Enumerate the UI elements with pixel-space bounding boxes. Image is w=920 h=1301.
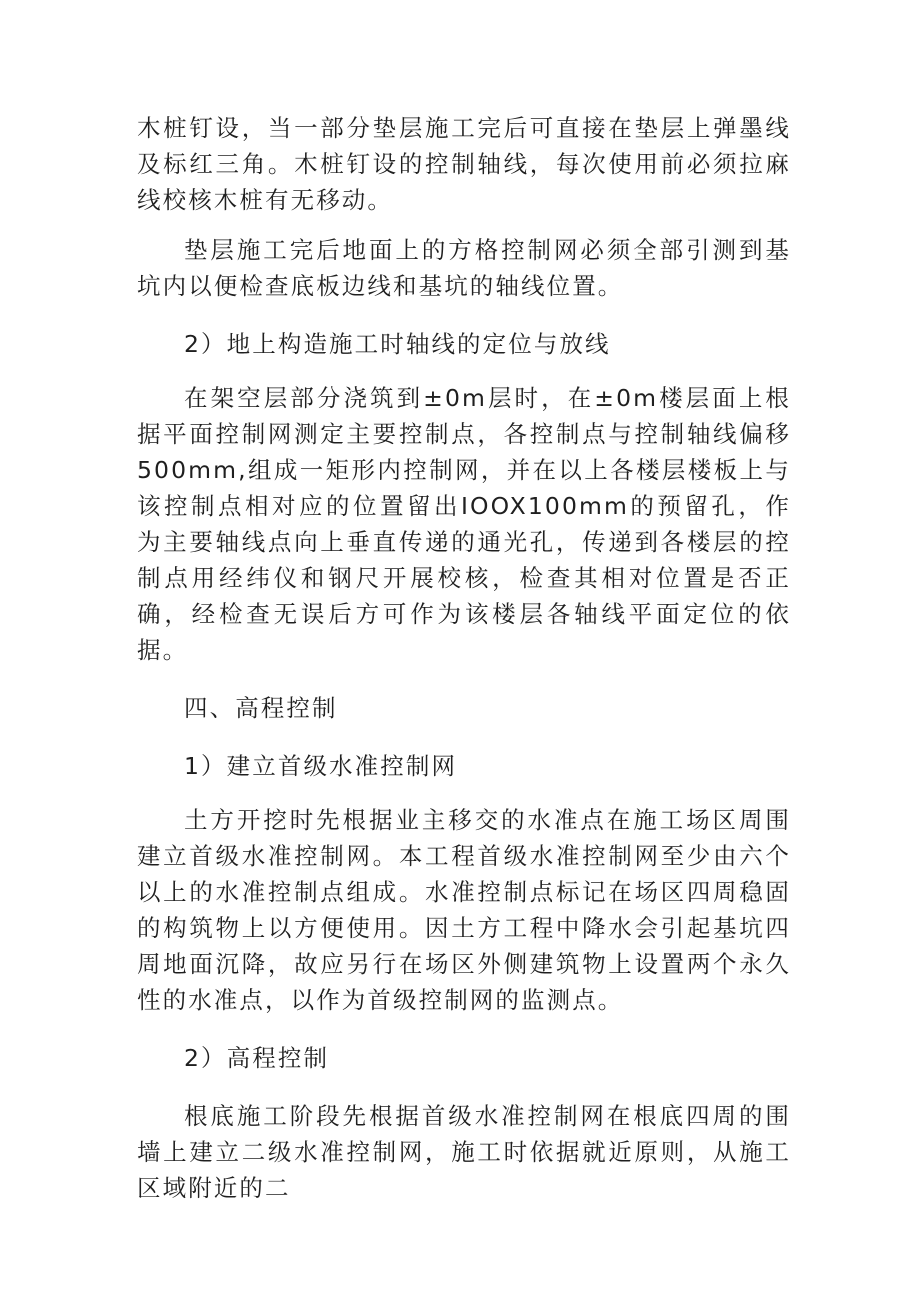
- paragraph-level-network: 土方开挖时先根据业主移交的水准点在施工场区周围建立首级水准控制网。本工程首级水准控制网至少由六个以上的水准控制点组成。水准控制点标记在场区四周稳固的构筑物上以方便使用。因土方工程中降水会引起基坑四周地面沉降，故应另行在场区外侧建筑物上设置两个永久性的水准点，以作为首级控制网的监测点。: [137, 806, 791, 1014]
- paragraph-control-points: 在架空层部分浇筑到±0m层时，在±0m楼层面上根据平面控制网测定主要控制点，各控制点与控制轴线偏移500mm,组成一矩形内控制网，并在以上各楼层楼板上与该控制点相对应的位置留出IOOX100mm的预留孔，作为主要轴线点向上垂直传递的通光孔，传递到各楼层的控制点用经纬仪和钢尺开展校核，检查其相对位置是否正确，经检查无误后方可作为该楼层各轴线平面定位的依据。: [137, 384, 791, 664]
- paragraph-grid-transfer: 垫层施工完后地面上的方格控制网必须全部引测到基坑内以便检查底板边线和基坑的轴线位置。: [137, 236, 791, 300]
- subheading-elevation-control: 2）高程控制: [184, 1044, 330, 1072]
- paragraph-wooden-stakes: 木桩钉设，当一部分垫层施工完后可直接在垫层上弹墨线及标红三角。木桩钉设的控制轴线，每次使用前必须拉麻线校核木桩有无移动。: [137, 114, 791, 214]
- document-body: [137, 110, 791, 1206]
- paragraph-foundation-stage: 根底施工阶段先根据首级水准控制网在根底四周的围墙上建立二级水准控制网，施工时依据就近原则，从施工区域附近的二: [137, 1102, 791, 1202]
- subheading-primary-level-network: 1）建立首级水准控制网: [184, 752, 458, 780]
- subheading-above-ground-axis: 2）地上构造施工时轴线的定位与放线: [184, 330, 611, 358]
- section-heading-elevation-control: 四、高程控制: [184, 694, 338, 722]
